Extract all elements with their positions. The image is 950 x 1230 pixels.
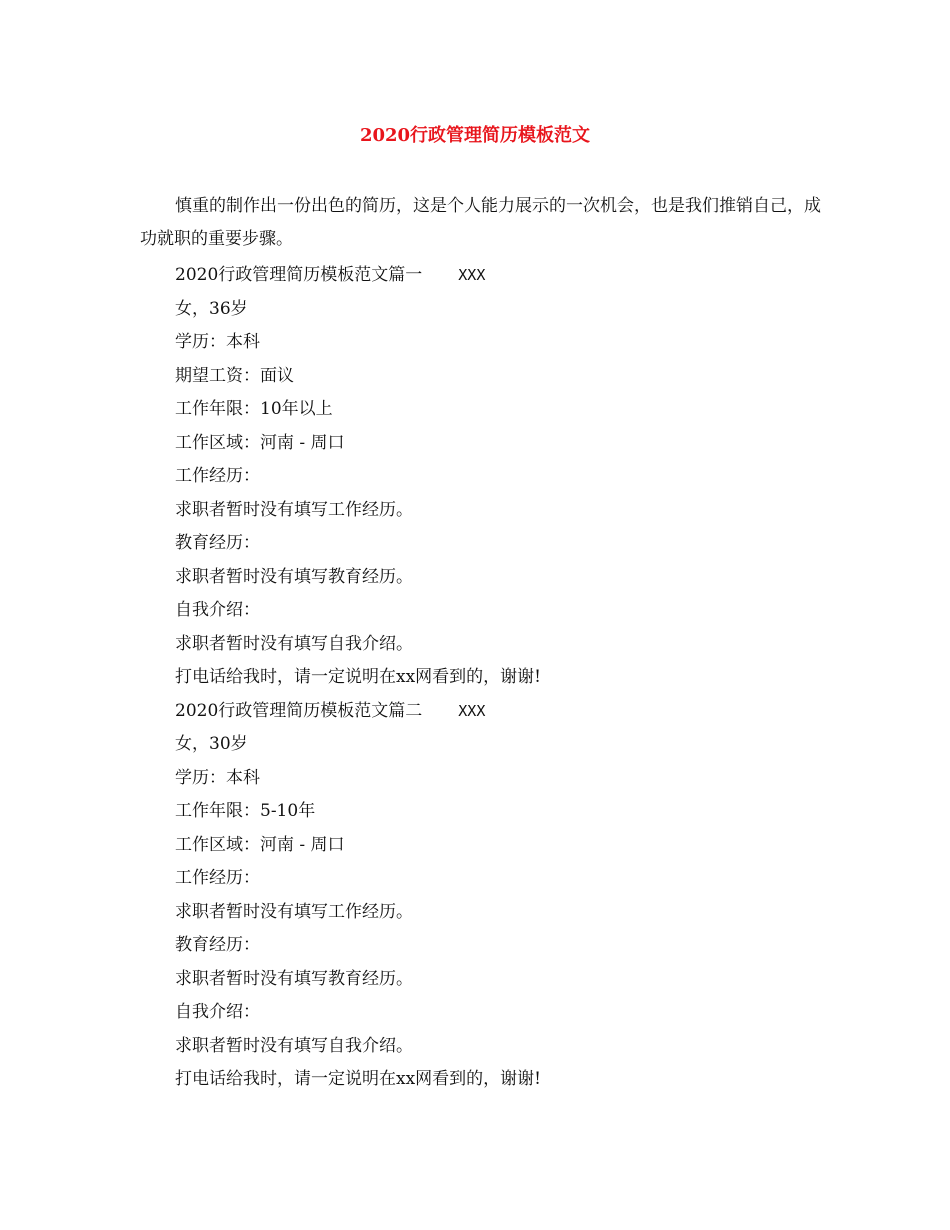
resume2-self-label: 自我介绍： bbox=[175, 1002, 260, 1022]
resume2-years: 工作年限：5-10年 bbox=[175, 801, 316, 821]
resume1-heading: 2020行政管理简历模板范文篇一 bbox=[175, 265, 423, 285]
resume1-call-note: 打电话给我时，请一定说明在xx网看到的，谢谢! bbox=[175, 667, 542, 687]
resume-content bbox=[175, 259, 835, 1097]
resume1-work-value: 求职者暂时没有填写工作经历。 bbox=[175, 499, 413, 520]
resume1-work-label: 工作经历： bbox=[175, 466, 260, 486]
resume2-work-label: 工作经历： bbox=[175, 868, 260, 888]
resume1-education: 学历：本科 bbox=[175, 332, 260, 352]
resume2-work-value: 求职者暂时没有填写工作经历。 bbox=[175, 901, 413, 922]
resume2-self-value: 求职者暂时没有填写自我介绍。 bbox=[175, 1035, 413, 1056]
resume1-edu-value: 求职者暂时没有填写教育经历。 bbox=[175, 566, 413, 587]
resume2-edu-value: 求职者暂时没有填写教育经历。 bbox=[175, 968, 413, 989]
resume2-education: 学历：本科 bbox=[175, 767, 260, 788]
resume1-name: XXX bbox=[458, 266, 486, 284]
resume1-heading-line bbox=[175, 259, 835, 293]
resume1-self-label: 自我介绍： bbox=[175, 600, 260, 620]
resume1-region: 工作区域：河南 - 周口 bbox=[175, 432, 345, 453]
resume2-gender-age: 女，30岁 bbox=[175, 734, 248, 754]
document-title: 2020行政管理简历模板范文 bbox=[359, 125, 591, 146]
resume2-edu-label: 教育经历： bbox=[175, 935, 260, 955]
intro-paragraph: 慎重的制作出一份出色的简历，这是个人能力展示的一次机会，也是我们推销自己，成功就职的重要步骤。 bbox=[140, 196, 821, 249]
resume2-heading: 2020行政管理简历模板范文篇二 bbox=[175, 700, 423, 721]
resume2-region: 工作区域：河南 - 周口 bbox=[175, 834, 345, 855]
resume1-edu-label: 教育经历： bbox=[175, 533, 260, 553]
resume1-salary: 期望工资：面议 bbox=[175, 365, 294, 386]
resume1-self-value: 求职者暂时没有填写自我介绍。 bbox=[175, 633, 413, 654]
resume2-name: XXX bbox=[458, 701, 486, 720]
resume2-call-note: 打电话给我时，请一定说明在xx网看到的，谢谢! bbox=[175, 1069, 542, 1089]
resume1-years: 工作年限：10年以上 bbox=[175, 399, 333, 419]
resume2-heading-line bbox=[175, 695, 835, 729]
resume1-gender-age: 女，36岁 bbox=[175, 298, 248, 319]
